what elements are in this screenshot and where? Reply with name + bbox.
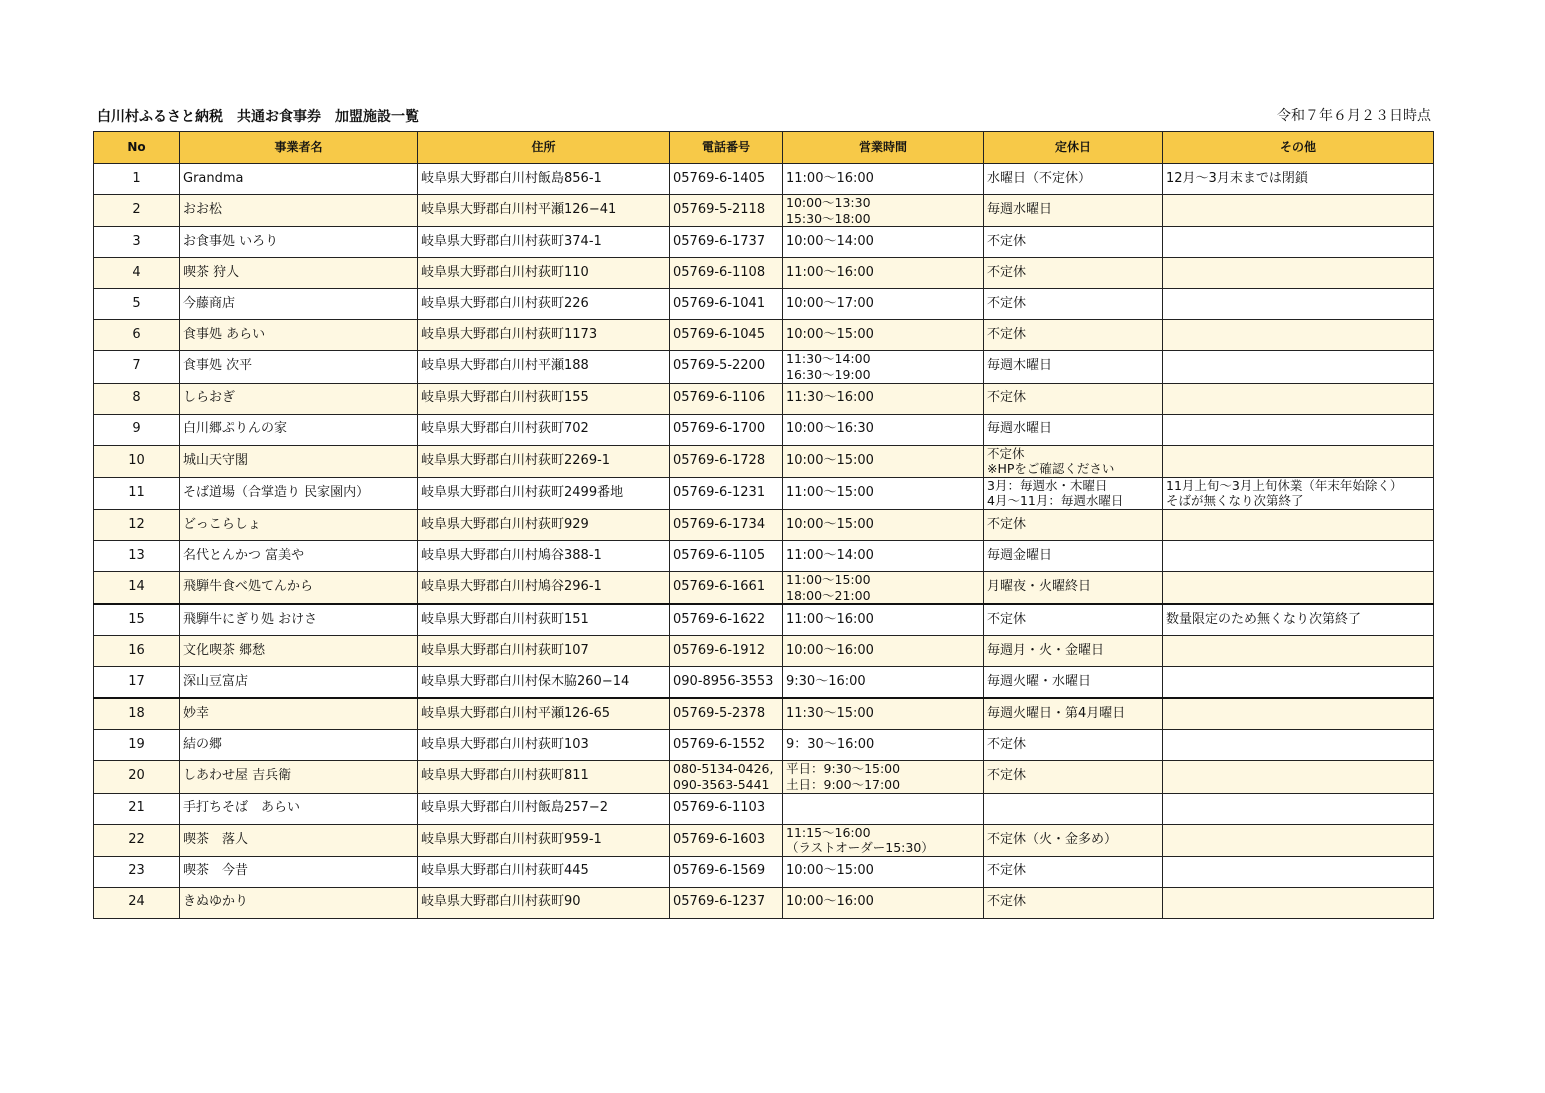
cell-closed-days [984, 698, 1163, 730]
cell-address: 岐阜県大野郡白川村平瀬126-65 [418, 698, 670, 730]
cell-phone-line: 05769-6-1661 [673, 579, 766, 595]
cell-closed-days-line: 毎週月・火・金曜日 [987, 642, 1105, 658]
cell-hours [783, 698, 984, 730]
cell-business-name: 喫茶 落人 [180, 824, 418, 856]
table-row [94, 730, 1434, 761]
cell-address: 岐阜県大野郡白川村飯島856-1 [418, 164, 670, 195]
cell-business-name: Grandma [180, 164, 418, 195]
cell-address: 岐阜県大野郡白川村荻町929 [418, 510, 670, 541]
cell-hours-line: 10:00〜15:00 [786, 516, 874, 532]
cell-closed-days [984, 351, 1163, 383]
header-no: No [94, 132, 180, 164]
cell-hours-line: 平日：9:30〜15:00 [786, 761, 901, 777]
cell-hours [783, 604, 984, 636]
cell-no: 18 [94, 698, 180, 730]
cell-hours [783, 761, 984, 793]
cell-hours-line: 10:00〜15:00 [786, 863, 874, 879]
cell-other [1163, 289, 1434, 320]
cell-no: 12 [94, 510, 180, 541]
cell-phone [670, 320, 783, 351]
cell-no: 14 [94, 572, 180, 605]
table-row [94, 572, 1434, 605]
cell-no: 17 [94, 667, 180, 699]
cell-phone-line: 05769-6-1603 [673, 831, 766, 847]
cell-hours [783, 383, 984, 414]
cell-other [1163, 667, 1434, 699]
cell-closed-days-line: 不定休 [987, 264, 1027, 280]
cell-closed-days [984, 320, 1163, 351]
cell-phone [670, 164, 783, 195]
cell-address: 岐阜県大野郡白川村荻町959-1 [418, 824, 670, 856]
cell-other [1163, 572, 1434, 605]
cell-phone-line: 05769-6-1108 [673, 264, 766, 280]
cell-hours-line: 15:30〜18:00 [786, 210, 871, 226]
cell-hours-line: 11:00〜14:00 [786, 547, 874, 563]
cell-hours [783, 289, 984, 320]
cell-other [1163, 541, 1434, 572]
cell-address: 岐阜県大野郡白川村荻町155 [418, 383, 670, 414]
cell-hours-line: 10:00〜16:30 [786, 421, 874, 437]
cell-closed-days-line: 不定休 [987, 894, 1027, 910]
cell-hours [783, 793, 984, 824]
cell-no: 24 [94, 887, 180, 918]
table-row [94, 856, 1434, 887]
table-row [94, 510, 1434, 541]
cell-address: 岐阜県大野郡白川村平瀬126−41 [418, 195, 670, 227]
cell-business-name: 文化喫茶 郷愁 [180, 636, 418, 667]
table-row [94, 824, 1434, 856]
cell-address: 岐阜県大野郡白川村荻町107 [418, 636, 670, 667]
cell-business-name: そば道場（合掌造り 民家園内） [180, 477, 418, 509]
cell-other [1163, 477, 1434, 509]
cell-hours [783, 445, 984, 477]
cell-hours [783, 667, 984, 699]
cell-business-name: 深山豆富店 [180, 667, 418, 699]
cell-no: 3 [94, 227, 180, 258]
cell-phone-line: 05769-5-2200 [673, 358, 766, 374]
cell-other [1163, 227, 1434, 258]
table-body [94, 164, 1434, 919]
cell-hours-line: 16:30〜19:00 [786, 366, 871, 382]
cell-address: 岐阜県大野郡白川村荻町110 [418, 258, 670, 289]
cell-closed-days-line: 4月〜11月：毎週水曜日 [987, 493, 1124, 509]
cell-phone-line: 05769-6-1728 [673, 452, 766, 468]
cell-business-name: 結の郷 [180, 730, 418, 761]
cell-closed-days [984, 227, 1163, 258]
cell-closed-days-line: 不定休 [987, 516, 1027, 532]
cell-other [1163, 698, 1434, 730]
cell-business-name: 白川郷ぷりんの家 [180, 414, 418, 445]
cell-closed-days [984, 730, 1163, 761]
cell-phone-line: 05769-6-1231 [673, 484, 766, 500]
cell-closed-days [984, 510, 1163, 541]
cell-address: 岐阜県大野郡白川村鳩谷296-1 [418, 572, 670, 605]
cell-closed-days [984, 793, 1163, 824]
cell-address: 岐阜県大野郡白川村保木脇260−14 [418, 667, 670, 699]
table-row [94, 445, 1434, 477]
table-row [94, 320, 1434, 351]
cell-closed-days-line: 不定休 [987, 233, 1027, 249]
cell-other-line: 11月上旬〜3月上旬休業（年末年始除く） [1166, 477, 1403, 493]
table-row [94, 761, 1434, 793]
cell-hours [783, 887, 984, 918]
cell-phone-line: 05769-6-1105 [673, 547, 766, 563]
cell-address: 岐阜県大野郡白川村荻町151 [418, 604, 670, 636]
cell-closed-days [984, 667, 1163, 699]
cell-business-name: 食事処 あらい [180, 320, 418, 351]
cell-phone [670, 887, 783, 918]
cell-no: 5 [94, 289, 180, 320]
table-row [94, 887, 1434, 918]
cell-phone [670, 445, 783, 477]
cell-address: 岐阜県大野郡白川村荻町90 [418, 887, 670, 918]
cell-hours-line: 9：30〜16:00 [786, 736, 875, 752]
cell-hours [783, 510, 984, 541]
cell-hours-line: 11:30〜16:00 [786, 390, 874, 406]
cell-hours-line: 11:00〜16:00 [786, 264, 874, 280]
cell-business-name: お食事処 いろり [180, 227, 418, 258]
cell-business-name: しらおぎ [180, 383, 418, 414]
cell-other [1163, 164, 1434, 195]
cell-hours-line: （ラストオーダー15:30） [786, 840, 934, 856]
cell-phone [670, 604, 783, 636]
cell-other [1163, 887, 1434, 918]
cell-closed-days [984, 258, 1163, 289]
cell-phone-line: 05769-6-1106 [673, 390, 766, 406]
cell-no: 15 [94, 604, 180, 636]
cell-other [1163, 445, 1434, 477]
cell-hours-line: 10:00〜17:00 [786, 295, 874, 311]
facility-table [93, 131, 1434, 919]
cell-other-line: そばが無くなり次第終了 [1166, 493, 1304, 509]
cell-business-name: きぬゆかり [180, 887, 418, 918]
cell-phone-line: 05769-6-1237 [673, 894, 766, 910]
cell-closed-days [984, 761, 1163, 793]
cell-hours-line: 11:00〜15:00 [786, 484, 874, 500]
cell-closed-days [984, 445, 1163, 477]
cell-business-name: おお松 [180, 195, 418, 227]
cell-closed-days-line: 不定休 [987, 863, 1027, 879]
cell-other-line: 12月〜3月末までは閉鎖 [1166, 170, 1308, 186]
cell-hours [783, 572, 984, 605]
cell-hours-line: 10:00〜16:00 [786, 894, 874, 910]
table-row [94, 258, 1434, 289]
cell-phone [670, 541, 783, 572]
cell-business-name: 妙幸 [180, 698, 418, 730]
cell-other [1163, 320, 1434, 351]
cell-business-name: 飛騨牛にぎり処 おけさ [180, 604, 418, 636]
header-hours: 営業時間 [783, 132, 984, 164]
cell-address: 岐阜県大野郡白川村荻町2499番地 [418, 477, 670, 509]
cell-closed-days-line: 水曜日（不定休） [987, 170, 1092, 186]
cell-phone-line: 05769-6-1912 [673, 642, 766, 658]
cell-other [1163, 510, 1434, 541]
cell-phone [670, 351, 783, 383]
cell-no: 9 [94, 414, 180, 445]
cell-closed-days-line: 不定休 [987, 445, 1025, 461]
cell-address: 岐阜県大野郡白川村鳩谷388-1 [418, 541, 670, 572]
table-row [94, 477, 1434, 509]
cell-closed-days [984, 604, 1163, 636]
cell-phone [670, 227, 783, 258]
table-row [94, 793, 1434, 824]
header-closed-days: 定休日 [984, 132, 1163, 164]
cell-hours [783, 258, 984, 289]
cell-phone [670, 510, 783, 541]
cell-business-name: 食事処 次平 [180, 351, 418, 383]
cell-phone-line: 080-5134-0426, [673, 761, 774, 777]
table-row [94, 289, 1434, 320]
table-row [94, 541, 1434, 572]
table-row [94, 351, 1434, 383]
cell-no: 20 [94, 761, 180, 793]
cell-address: 岐阜県大野郡白川村荻町226 [418, 289, 670, 320]
cell-closed-days [984, 195, 1163, 227]
cell-no: 13 [94, 541, 180, 572]
cell-closed-days [984, 164, 1163, 195]
cell-closed-days-line: 毎週水曜日 [987, 421, 1053, 437]
cell-hours [783, 164, 984, 195]
table-row [94, 227, 1434, 258]
cell-other [1163, 636, 1434, 667]
cell-no: 19 [94, 730, 180, 761]
cell-phone-line: 05769-6-1103 [673, 800, 766, 816]
cell-other [1163, 604, 1434, 636]
cell-closed-days-line: 不定休 [987, 736, 1027, 752]
cell-no: 16 [94, 636, 180, 667]
cell-other [1163, 856, 1434, 887]
cell-no: 1 [94, 164, 180, 195]
cell-hours-line: 10:00〜16:00 [786, 642, 874, 658]
cell-closed-days [984, 572, 1163, 605]
cell-closed-days [984, 824, 1163, 856]
cell-closed-days [984, 887, 1163, 918]
cell-closed-days [984, 289, 1163, 320]
cell-address: 岐阜県大野郡白川村荻町103 [418, 730, 670, 761]
table-row [94, 164, 1434, 195]
cell-address: 岐阜県大野郡白川村荻町374-1 [418, 227, 670, 258]
cell-closed-days [984, 383, 1163, 414]
cell-hours-line: 10:00〜15:00 [786, 326, 874, 342]
as-of-date: 令和７年６月２３日時点 [1277, 108, 1431, 124]
cell-closed-days-line: 毎週火曜日・第4月曜日 [987, 705, 1126, 721]
table-row [94, 195, 1434, 227]
cell-closed-days [984, 856, 1163, 887]
cell-address: 岐阜県大野郡白川村平瀬188 [418, 351, 670, 383]
cell-other [1163, 258, 1434, 289]
cell-closed-days [984, 477, 1163, 509]
cell-address: 岐阜県大野郡白川村荻町445 [418, 856, 670, 887]
cell-other [1163, 761, 1434, 793]
cell-hours [783, 414, 984, 445]
cell-hours [783, 477, 984, 509]
table-row [94, 636, 1434, 667]
cell-address: 岐阜県大野郡白川村荻町2269-1 [418, 445, 670, 477]
cell-closed-days-line: 不定休 [987, 295, 1027, 311]
cell-hours-line: 11:00〜16:00 [786, 170, 874, 186]
header-address: 住所 [418, 132, 670, 164]
cell-phone [670, 856, 783, 887]
cell-phone [670, 698, 783, 730]
cell-no: 11 [94, 477, 180, 509]
cell-hours-line: 11:00〜15:00 [786, 572, 871, 587]
cell-closed-days-line: 毎週火曜・水曜日 [987, 673, 1092, 689]
cell-hours-line: 10:00〜14:00 [786, 233, 874, 249]
cell-other [1163, 414, 1434, 445]
cell-business-name: 今藤商店 [180, 289, 418, 320]
cell-phone [670, 636, 783, 667]
cell-business-name: 喫茶 狩人 [180, 258, 418, 289]
cell-hours-line: 9:30〜16:00 [786, 673, 866, 689]
cell-hours-line: 11:15〜16:00 [786, 824, 871, 840]
table-row [94, 383, 1434, 414]
cell-closed-days-line: 3月：毎週水・木曜日 [987, 477, 1108, 493]
cell-closed-days-line: 毎週木曜日 [987, 358, 1053, 374]
cell-phone [670, 289, 783, 320]
cell-closed-days [984, 414, 1163, 445]
cell-business-name: 手打ちそば あらい [180, 793, 418, 824]
cell-phone [670, 414, 783, 445]
cell-hours-line: 11:00〜16:00 [786, 611, 874, 627]
cell-phone-line: 05769-6-1552 [673, 736, 766, 752]
cell-no: 22 [94, 824, 180, 856]
cell-phone [670, 761, 783, 793]
cell-hours-line: 11:30〜15:00 [786, 705, 874, 721]
cell-phone-line: 05769-6-1622 [673, 611, 766, 627]
header-other: その他 [1163, 132, 1434, 164]
table-row [94, 698, 1434, 730]
cell-closed-days-line: 不定休 [987, 390, 1027, 406]
cell-phone-line: 05769-6-1569 [673, 863, 766, 879]
cell-other [1163, 824, 1434, 856]
cell-hours [783, 541, 984, 572]
cell-phone-line: 090-3563-5441 [673, 776, 770, 792]
cell-no: 6 [94, 320, 180, 351]
cell-hours [783, 351, 984, 383]
table-row [94, 604, 1434, 636]
cell-phone [670, 195, 783, 227]
table-header-row [94, 132, 1434, 164]
cell-phone-line: 05769-6-1041 [673, 295, 766, 311]
cell-phone [670, 793, 783, 824]
cell-closed-days-line: ※HPをご確認ください [987, 461, 1115, 477]
table-row [94, 414, 1434, 445]
cell-closed-days-line: 毎週金曜日 [987, 547, 1053, 563]
cell-closed-days-line: 月曜夜・火曜終日 [987, 579, 1092, 595]
cell-phone-line: 05769-6-1737 [673, 233, 766, 249]
cell-other [1163, 793, 1434, 824]
cell-phone [670, 477, 783, 509]
cell-other [1163, 383, 1434, 414]
cell-no: 21 [94, 793, 180, 824]
cell-hours-line: 18:00〜21:00 [786, 587, 871, 603]
cell-closed-days [984, 636, 1163, 667]
cell-no: 8 [94, 383, 180, 414]
cell-hours [783, 320, 984, 351]
cell-business-name: 城山天守閣 [180, 445, 418, 477]
cell-no: 23 [94, 856, 180, 887]
cell-other-line: 数量限定のため無くなり次第終了 [1166, 611, 1362, 627]
cell-business-name: 飛騨牛食べ処てんから [180, 572, 418, 605]
cell-business-name: 喫茶 今昔 [180, 856, 418, 887]
cell-phone [670, 572, 783, 605]
cell-phone-line: 05769-6-1734 [673, 516, 766, 532]
cell-business-name: しあわせ屋 吉兵衛 [180, 761, 418, 793]
cell-phone-line: 05769-6-1405 [673, 170, 766, 186]
table-row [94, 667, 1434, 699]
cell-closed-days-line: 不定休（火・金多め） [987, 831, 1118, 847]
cell-hours-line: 10:00〜13:30 [786, 195, 871, 210]
cell-phone-line: 05769-5-2118 [673, 202, 766, 218]
cell-address: 岐阜県大野郡白川村荻町811 [418, 761, 670, 793]
cell-closed-days-line: 不定休 [987, 611, 1027, 627]
header-phone: 電話番号 [670, 132, 783, 164]
cell-closed-days-line: 毎週水曜日 [987, 202, 1053, 218]
cell-address: 岐阜県大野郡白川村荻町1173 [418, 320, 670, 351]
cell-closed-days [984, 541, 1163, 572]
cell-phone-line: 090-8956-3553 [673, 673, 774, 689]
cell-phone [670, 824, 783, 856]
cell-hours-line: 11:30〜14:00 [786, 351, 871, 367]
cell-hours [783, 856, 984, 887]
cell-hours [783, 195, 984, 227]
document-title: 白川村ふるさと納税 共通お食事券 加盟施設一覧 [97, 109, 419, 125]
cell-other [1163, 195, 1434, 227]
cell-closed-days-line: 不定休 [987, 768, 1027, 784]
cell-phone-line: 05769-6-1045 [673, 326, 766, 342]
cell-phone [670, 258, 783, 289]
cell-no: 4 [94, 258, 180, 289]
cell-phone-line: 05769-5-2378 [673, 705, 766, 721]
cell-no: 10 [94, 445, 180, 477]
cell-business-name: どっこらしょ [180, 510, 418, 541]
cell-phone [670, 667, 783, 699]
cell-other [1163, 351, 1434, 383]
cell-phone [670, 383, 783, 414]
cell-phone-line: 05769-6-1700 [673, 421, 766, 437]
cell-hours [783, 227, 984, 258]
cell-hours-line: 10:00〜15:00 [786, 452, 874, 468]
cell-business-name: 名代とんかつ 富美や [180, 541, 418, 572]
cell-other [1163, 730, 1434, 761]
header-business-name: 事業者名 [180, 132, 418, 164]
cell-no: 7 [94, 351, 180, 383]
cell-hours [783, 824, 984, 856]
cell-phone [670, 730, 783, 761]
cell-closed-days-line: 不定休 [987, 326, 1027, 342]
cell-hours [783, 730, 984, 761]
cell-hours-line: 土日：9:00〜17:00 [786, 776, 901, 792]
cell-no: 2 [94, 195, 180, 227]
cell-address: 岐阜県大野郡白川村荻町702 [418, 414, 670, 445]
cell-hours [783, 636, 984, 667]
cell-address: 岐阜県大野郡白川村飯島257−2 [418, 793, 670, 824]
